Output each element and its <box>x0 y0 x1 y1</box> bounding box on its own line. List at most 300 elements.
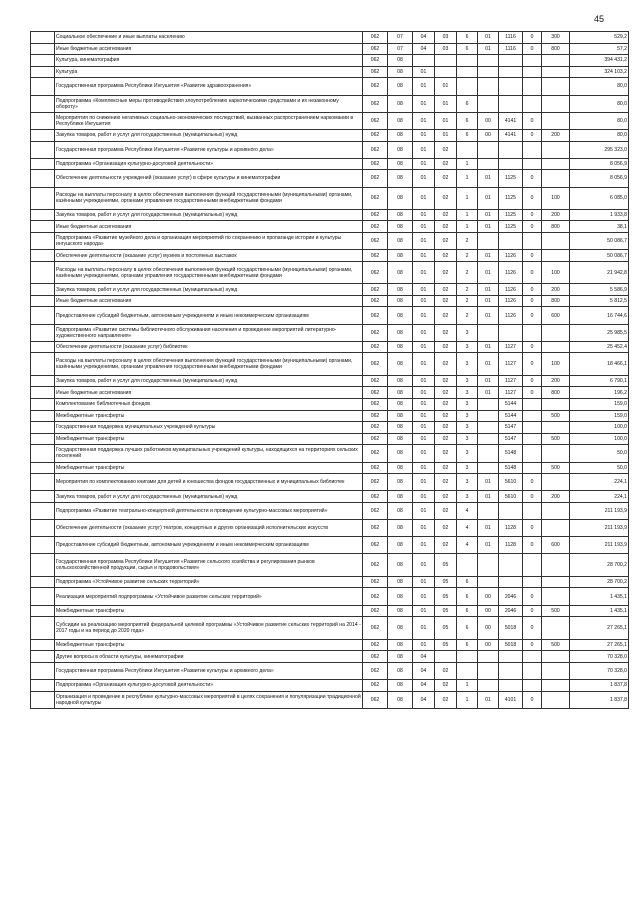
program-code: 02 <box>435 422 457 434</box>
table-row <box>31 617 629 639</box>
subsection-code: 01 <box>413 375 435 387</box>
event-code: 01 <box>478 250 499 262</box>
subprogram-code: 2 <box>457 261 478 283</box>
section-code: 08 <box>388 537 413 554</box>
sub-direction-code: 0 <box>523 187 542 209</box>
sub-direction-code: 0 <box>523 353 542 375</box>
sub-direction-code: 0 <box>523 112 542 129</box>
sub-direction-code: 0 <box>523 537 542 554</box>
sub-direction-code: 0 <box>523 221 542 233</box>
program-code: 02 <box>435 170 457 187</box>
expense-type-code <box>542 78 570 95</box>
row-blank-cell <box>31 502 55 519</box>
direction-code <box>499 66 523 78</box>
page-number: 45 <box>594 14 605 24</box>
sub-direction-code <box>523 422 542 434</box>
sub-direction-code: 0 <box>523 32 542 44</box>
amount: 1 837,8 <box>570 691 629 708</box>
ministry-code: 062 <box>363 410 388 422</box>
direction-code: 1126 <box>499 250 523 262</box>
program-code: 02 <box>435 462 457 474</box>
sub-direction-code <box>523 462 542 474</box>
row-blank-cell <box>31 209 55 221</box>
subprogram-code: 6 <box>457 43 478 55</box>
program-code: 02 <box>435 491 457 503</box>
section-code: 08 <box>388 307 413 324</box>
subprogram-code: 2 <box>457 284 478 296</box>
item-name: Межбюджетные трансферты <box>55 605 363 617</box>
expense-type-code <box>542 324 570 341</box>
section-code: 08 <box>388 375 413 387</box>
subsection-code: 01 <box>413 209 435 221</box>
subprogram-code: 1 <box>457 209 478 221</box>
expense-type-code <box>542 651 570 663</box>
sub-direction-code <box>523 66 542 78</box>
ministry-code: 062 <box>363 170 388 187</box>
subsection-code: 01 <box>413 422 435 434</box>
row-blank-cell <box>31 375 55 387</box>
ministry-code: 062 <box>363 588 388 605</box>
subprogram-code: 6 <box>457 639 478 651</box>
sub-direction-code <box>523 324 542 341</box>
item-name: Предоставление субсидий бюджетным, автономным учреждениям и иным некоммерческим организациям <box>55 307 363 324</box>
subprogram-code <box>457 141 478 158</box>
ministry-code: 062 <box>363 605 388 617</box>
direction-code <box>499 78 523 95</box>
section-code: 08 <box>388 576 413 588</box>
subprogram-code: 6 <box>457 617 478 639</box>
program-code: 02 <box>435 680 457 692</box>
sub-direction-code: 0 <box>523 639 542 651</box>
subsection-code: 01 <box>413 341 435 353</box>
event-code <box>478 576 499 588</box>
table-row <box>31 324 629 341</box>
program-code: 02 <box>435 250 457 262</box>
table-row <box>31 221 629 233</box>
section-code: 08 <box>388 66 413 78</box>
row-blank-cell <box>31 588 55 605</box>
item-name: Подпрограмма «Организация культурно-досуговой деятельности» <box>55 680 363 692</box>
program-code: 02 <box>435 233 457 250</box>
direction-code: 1127 <box>499 375 523 387</box>
sub-direction-code: 0 <box>523 261 542 283</box>
subprogram-code: 6 <box>457 576 478 588</box>
ministry-code: 062 <box>363 221 388 233</box>
item-name: Закупка товаров, работ и услуг для государственных (муниципальных) нужд <box>55 209 363 221</box>
row-blank-cell <box>31 324 55 341</box>
subsection-code: 01 <box>413 66 435 78</box>
ministry-code: 062 <box>363 112 388 129</box>
subprogram-code: 3 <box>457 462 478 474</box>
ministry-code: 062 <box>363 422 388 434</box>
amount: 100,0 <box>570 422 629 434</box>
section-code: 08 <box>388 158 413 170</box>
subsection-code: 01 <box>413 639 435 651</box>
event-code <box>478 78 499 95</box>
ministry-code: 062 <box>363 55 388 67</box>
section-code: 08 <box>388 324 413 341</box>
ministry-code: 062 <box>363 158 388 170</box>
sub-direction-code: 0 <box>523 474 542 491</box>
amount: 27 265,1 <box>570 639 629 651</box>
row-blank-cell <box>31 433 55 445</box>
item-name: Государственная программа Республики Ингушетия «Развитие здравоохранения» <box>55 78 363 95</box>
amount: 5 812,5 <box>570 295 629 307</box>
sub-direction-code: 0 <box>523 617 542 639</box>
sub-direction-code: 0 <box>523 520 542 537</box>
sub-direction-code: 0 <box>523 209 542 221</box>
section-code: 08 <box>388 462 413 474</box>
section-code: 08 <box>388 78 413 95</box>
direction-code: 2046 <box>499 605 523 617</box>
section-code: 08 <box>388 588 413 605</box>
program-code: 01 <box>435 78 457 95</box>
amount: 1 933,8 <box>570 209 629 221</box>
section-code: 07 <box>388 32 413 44</box>
row-blank-cell <box>31 55 55 67</box>
ministry-code: 062 <box>363 141 388 158</box>
event-code: 01 <box>478 353 499 375</box>
sub-direction-code <box>523 651 542 663</box>
section-code: 08 <box>388 112 413 129</box>
program-code: 05 <box>435 639 457 651</box>
ministry-code: 062 <box>363 491 388 503</box>
event-code <box>478 55 499 67</box>
event-code: 00 <box>478 605 499 617</box>
expense-type-code: 500 <box>542 639 570 651</box>
subprogram-code: 6 <box>457 32 478 44</box>
program-code: 02 <box>435 261 457 283</box>
direction-code <box>499 324 523 341</box>
amount: 25 452,4 <box>570 341 629 353</box>
table-row <box>31 158 629 170</box>
ministry-code: 062 <box>363 284 388 296</box>
section-code: 08 <box>388 170 413 187</box>
direction-code <box>499 680 523 692</box>
row-blank-cell <box>31 129 55 141</box>
direction-code: 1126 <box>499 295 523 307</box>
item-name: Мероприятия по комплектованию книгами для детей и юношества фондов государственных и муниципальных библиотек <box>55 474 363 491</box>
table-row <box>31 445 629 462</box>
subprogram-code: 2 <box>457 295 478 307</box>
program-code: 02 <box>435 141 457 158</box>
row-blank-cell <box>31 112 55 129</box>
row-blank-cell <box>31 639 55 651</box>
subsection-code: 04 <box>413 680 435 692</box>
table-row <box>31 576 629 588</box>
row-blank-cell <box>31 295 55 307</box>
program-code: 02 <box>435 520 457 537</box>
ministry-code: 062 <box>363 375 388 387</box>
table-row <box>31 502 629 519</box>
subsection-code: 01 <box>413 250 435 262</box>
ministry-code: 062 <box>363 662 388 679</box>
amount: 8 056,9 <box>570 170 629 187</box>
row-blank-cell <box>31 554 55 576</box>
item-name: Государственная программа Республики Ингушетия «Развитие культуры и архивного дела» <box>55 141 363 158</box>
row-blank-cell <box>31 187 55 209</box>
sub-direction-code: 0 <box>523 129 542 141</box>
amount: 529,2 <box>570 32 629 44</box>
expense-type-code <box>542 112 570 129</box>
expense-type-code: 800 <box>542 387 570 399</box>
row-blank-cell <box>31 537 55 554</box>
amount: 8 056,9 <box>570 158 629 170</box>
event-code <box>478 462 499 474</box>
ministry-code: 062 <box>363 680 388 692</box>
amount: 28 700,2 <box>570 554 629 576</box>
section-code: 08 <box>388 422 413 434</box>
ministry-code: 062 <box>363 233 388 250</box>
section-code: 08 <box>388 95 413 112</box>
program-code: 02 <box>435 474 457 491</box>
item-name: Субсидии на реализацию мероприятий федеральной целевой программы «Устойчивое развитие сельских территорий на 2014 - 2017 годы и на период до 2020 года» <box>55 617 363 639</box>
row-blank-cell <box>31 43 55 55</box>
item-name: Закупка товаров, работ и услуг для государственных (муниципальных) нужд <box>55 129 363 141</box>
subsection-code: 01 <box>413 78 435 95</box>
subprogram-code: 1 <box>457 680 478 692</box>
amount: 38,1 <box>570 221 629 233</box>
direction-code <box>499 233 523 250</box>
direction-code: 5144 <box>499 410 523 422</box>
program-code: 02 <box>435 295 457 307</box>
program-code: 02 <box>435 537 457 554</box>
table-row <box>31 662 629 679</box>
expense-type-code <box>542 66 570 78</box>
ministry-code: 062 <box>363 129 388 141</box>
subprogram-code: 3 <box>457 353 478 375</box>
subsection-code: 01 <box>413 554 435 576</box>
event-code: 01 <box>478 295 499 307</box>
program-code: 02 <box>435 209 457 221</box>
amount: 16 744,6 <box>570 307 629 324</box>
section-code: 08 <box>388 639 413 651</box>
table-row <box>31 554 629 576</box>
table-row <box>31 588 629 605</box>
direction-code: 1125 <box>499 170 523 187</box>
section-code: 08 <box>388 398 413 410</box>
item-name: Подпрограмма «Комплексные меры противодействия злоупотреблению наркотическими средствами и их незаконному обороту» <box>55 95 363 112</box>
section-code: 08 <box>388 520 413 537</box>
table-row <box>31 112 629 129</box>
expense-type-code: 500 <box>542 605 570 617</box>
ministry-code: 062 <box>363 474 388 491</box>
direction-code: 5018 <box>499 617 523 639</box>
item-name: Расходы на выплаты персоналу в целях обеспечения выполнения функций государственными (муниципальными) органами, казёнными учреждениями, органами управления государственными внебюджетными фондами <box>55 261 363 283</box>
sub-direction-code <box>523 158 542 170</box>
ministry-code: 062 <box>363 387 388 399</box>
program-code: 02 <box>435 187 457 209</box>
amount: 1 435,1 <box>570 605 629 617</box>
subprogram-code <box>457 66 478 78</box>
program-code: 03 <box>435 43 457 55</box>
subsection-code: 01 <box>413 387 435 399</box>
amount: 211 193,9 <box>570 502 629 519</box>
sub-direction-code <box>523 55 542 67</box>
table-row <box>31 341 629 353</box>
table-row <box>31 295 629 307</box>
direction-code: 1116 <box>499 43 523 55</box>
item-name: Иные бюджетные ассигнования <box>55 221 363 233</box>
row-blank-cell <box>31 491 55 503</box>
sub-direction-code: 0 <box>523 375 542 387</box>
subsection-code: 01 <box>413 158 435 170</box>
amount: 211 193,9 <box>570 537 629 554</box>
subsection-code: 01 <box>413 605 435 617</box>
program-code: 05 <box>435 576 457 588</box>
row-blank-cell <box>31 387 55 399</box>
row-blank-cell <box>31 221 55 233</box>
direction-code <box>499 662 523 679</box>
amount: 6 085,0 <box>570 187 629 209</box>
amount: 70 328,0 <box>570 662 629 679</box>
item-name: Иные бюджетные ассигнования <box>55 43 363 55</box>
subprogram-code: 1 <box>457 187 478 209</box>
ministry-code: 062 <box>363 43 388 55</box>
amount: 50,0 <box>570 445 629 462</box>
row-blank-cell <box>31 691 55 708</box>
subsection-code: 01 <box>413 474 435 491</box>
subsection-code: 01 <box>413 95 435 112</box>
item-name: Подпрограмма «Развитие музейного дела и организация мероприятий по сохранению и пропаганде истории и культуры ингушского народа» <box>55 233 363 250</box>
amount: 5 586,9 <box>570 284 629 296</box>
expense-type-code: 800 <box>542 221 570 233</box>
row-blank-cell <box>31 680 55 692</box>
sub-direction-code: 0 <box>523 170 542 187</box>
amount: 211 193,9 <box>570 520 629 537</box>
subsection-code: 01 <box>413 462 435 474</box>
program-code: 05 <box>435 617 457 639</box>
item-name: Обеспечение деятельности (оказание услуг) библиотек <box>55 341 363 353</box>
direction-code: 4101 <box>499 691 523 708</box>
ministry-code: 062 <box>363 651 388 663</box>
subprogram-code <box>457 55 478 67</box>
subsection-code: 01 <box>413 112 435 129</box>
row-blank-cell <box>31 170 55 187</box>
program-code: 02 <box>435 353 457 375</box>
subsection-code: 01 <box>413 617 435 639</box>
table-row <box>31 129 629 141</box>
direction-code: 1127 <box>499 353 523 375</box>
amount: 21 942,8 <box>570 261 629 283</box>
subprogram-code: 3 <box>457 398 478 410</box>
subsection-code: 01 <box>413 221 435 233</box>
event-code <box>478 233 499 250</box>
item-name: Иные бюджетные ассигнования <box>55 295 363 307</box>
amount: 394 431,2 <box>570 55 629 67</box>
item-name: Расходы на выплаты персоналу в целях обеспечения выполнения функций государственными (муниципальными) органами, казёнными учреждениями, органами управления государственными внебюджетными фондами <box>55 187 363 209</box>
ministry-code: 062 <box>363 617 388 639</box>
table-row <box>31 233 629 250</box>
table-row <box>31 537 629 554</box>
subsection-code: 01 <box>413 537 435 554</box>
direction-code: 5610 <box>499 474 523 491</box>
direction-code: 1127 <box>499 341 523 353</box>
table-row <box>31 691 629 708</box>
row-blank-cell <box>31 141 55 158</box>
item-name: Межбюджетные трансферты <box>55 462 363 474</box>
subprogram-code: 3 <box>457 474 478 491</box>
program-code: 02 <box>435 375 457 387</box>
item-name: Социальное обеспечение и иные выплаты населению <box>55 32 363 44</box>
section-code: 08 <box>388 502 413 519</box>
subprogram-code <box>457 554 478 576</box>
table-row <box>31 433 629 445</box>
item-name: Закупка товаров, работ и услуг для государственных (муниципальных) нужд <box>55 284 363 296</box>
amount: 100,0 <box>570 433 629 445</box>
subprogram-code <box>457 662 478 679</box>
expense-type-code: 200 <box>542 491 570 503</box>
ministry-code: 062 <box>363 576 388 588</box>
subsection-code: 01 <box>413 588 435 605</box>
section-code: 08 <box>388 605 413 617</box>
amount: 80,0 <box>570 112 629 129</box>
amount: 50 086,7 <box>570 250 629 262</box>
section-code: 08 <box>388 433 413 445</box>
item-name: Подпрограмма «Устойчивое развитие сельских территорий» <box>55 576 363 588</box>
expense-type-code: 200 <box>542 129 570 141</box>
item-name: Обеспечение деятельности учреждений (оказание услуг) в сфере культуры и кинематографии <box>55 170 363 187</box>
ministry-code: 062 <box>363 445 388 462</box>
expense-type-code: 200 <box>542 284 570 296</box>
section-code: 08 <box>388 445 413 462</box>
program-code: 02 <box>435 221 457 233</box>
expense-type-code <box>542 170 570 187</box>
expense-type-code: 300 <box>542 32 570 44</box>
direction-code: 1128 <box>499 537 523 554</box>
program-code: 02 <box>435 307 457 324</box>
ministry-code: 062 <box>363 32 388 44</box>
subprogram-code <box>457 78 478 95</box>
section-code: 08 <box>388 221 413 233</box>
event-code: 01 <box>478 520 499 537</box>
event-code <box>478 410 499 422</box>
item-name: Другие вопросы в области культуры, кинематографии <box>55 651 363 663</box>
section-code: 08 <box>388 353 413 375</box>
section-code: 08 <box>388 662 413 679</box>
direction-code <box>499 651 523 663</box>
subprogram-code: 6 <box>457 605 478 617</box>
program-code: 02 <box>435 158 457 170</box>
program-code: 02 <box>435 324 457 341</box>
subprogram-code: 1 <box>457 158 478 170</box>
row-blank-cell <box>31 66 55 78</box>
subprogram-code: 1 <box>457 691 478 708</box>
sub-direction-code <box>523 141 542 158</box>
row-blank-cell <box>31 158 55 170</box>
program-code: 02 <box>435 691 457 708</box>
event-code: 00 <box>478 112 499 129</box>
row-blank-cell <box>31 32 55 44</box>
amount: 50 086,7 <box>570 233 629 250</box>
table-row <box>31 520 629 537</box>
sub-direction-code <box>523 78 542 95</box>
table-row <box>31 422 629 434</box>
direction-code: 4141 <box>499 112 523 129</box>
subsection-code: 01 <box>413 576 435 588</box>
program-code <box>435 651 457 663</box>
direction-code: 1125 <box>499 187 523 209</box>
amount: 295 323,0 <box>570 141 629 158</box>
sub-direction-code: 0 <box>523 605 542 617</box>
section-code: 08 <box>388 209 413 221</box>
direction-code: 5148 <box>499 445 523 462</box>
expense-type-code <box>542 55 570 67</box>
section-code: 08 <box>388 554 413 576</box>
item-name: Государственная программа Республики Ингушетия «Развитие сельского хозяйства и регулирования рынков сельскохозяйственной продукции, сырья и продовольствия» <box>55 554 363 576</box>
table-row <box>31 141 629 158</box>
event-code: 01 <box>478 474 499 491</box>
